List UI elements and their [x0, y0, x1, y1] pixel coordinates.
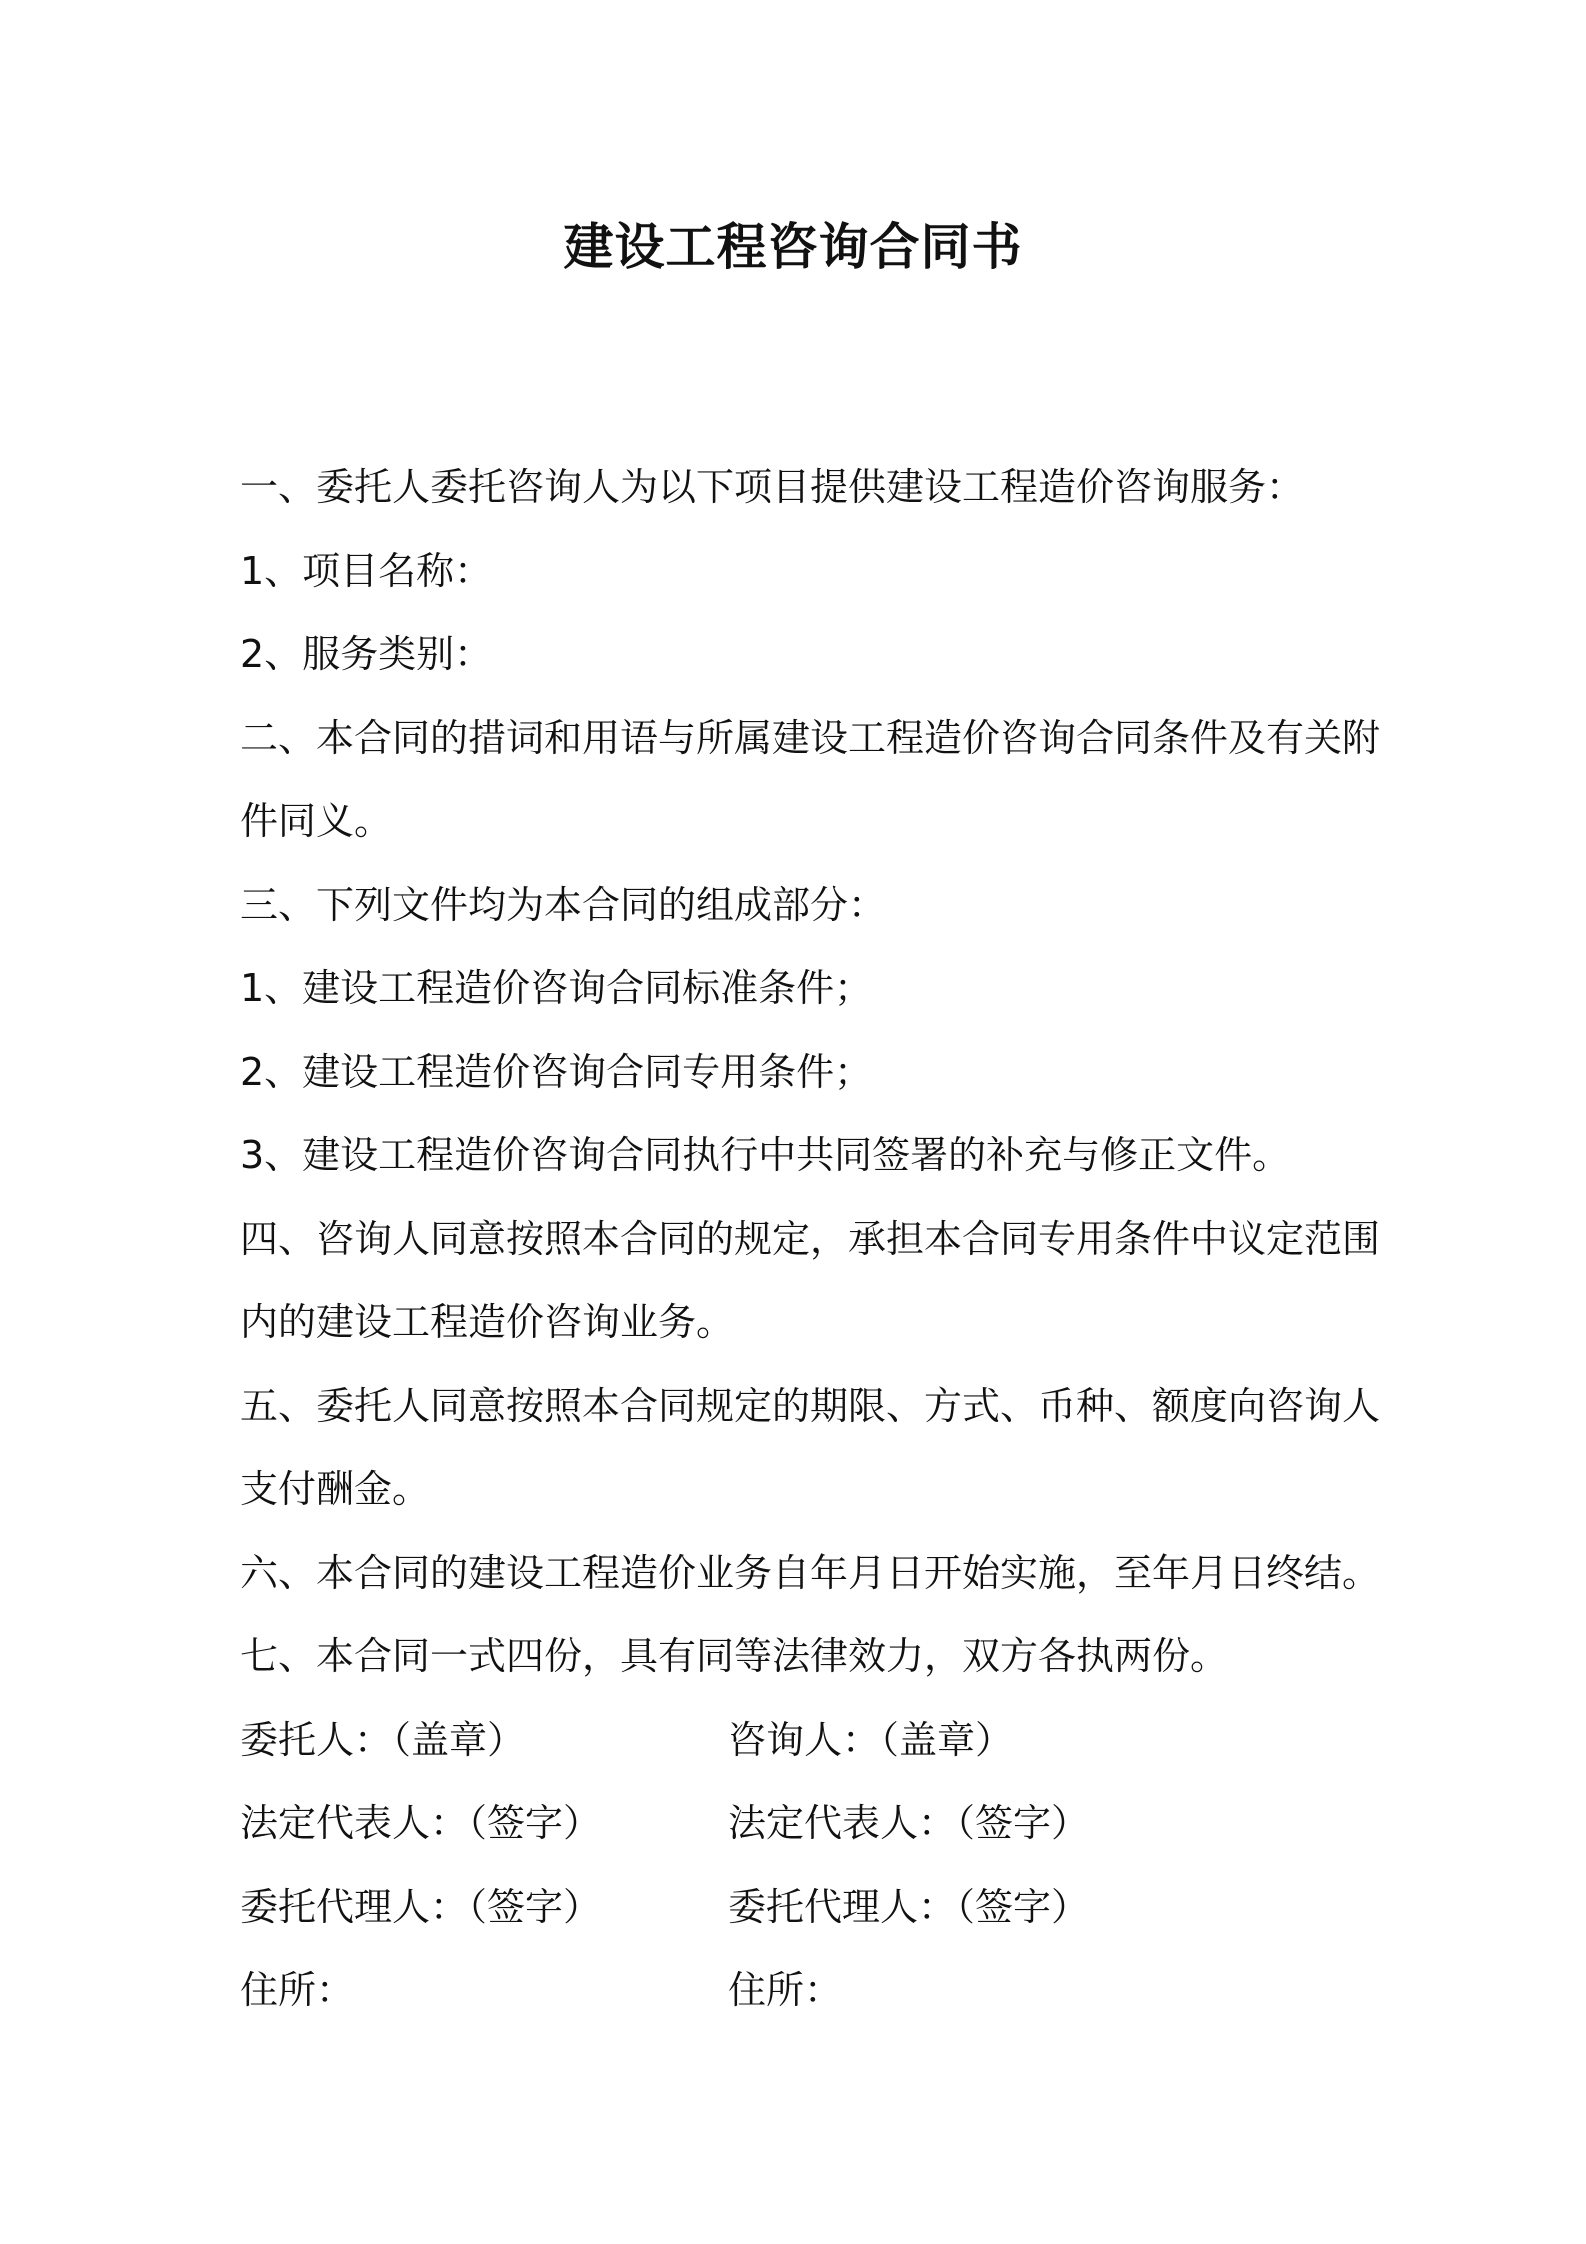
signature-row-seal [240, 1699, 1360, 1783]
clause-3-intro: 三、下列文件均为本合同的组成部分： [240, 882, 887, 927]
signature-row-agent [240, 1866, 1360, 1950]
signature-row-address [240, 1949, 1360, 2033]
clause-4-line-2: 内的建设工程造价咨询业务。 [240, 1300, 735, 1344]
client-seal-label: 委托人：（盖章） [240, 1717, 526, 1762]
document-body [240, 446, 1381, 2033]
clause-3-item-1: 1、建设工程造价咨询合同标准条件； [240, 966, 873, 1010]
clause-3-item-3: 3、建设工程造价咨询合同执行中共同签署的补充与修正文件。 [240, 1133, 1291, 1177]
clause-2-line-2: 件同义。 [240, 799, 393, 843]
clause-1-project-name: 1、项目名称： [240, 548, 493, 593]
clause-6: 六、本合同的建设工程造价业务自年月日开始实施，至年月日终结。 [240, 1550, 1381, 1595]
signature-row-legal-rep [240, 1782, 1360, 1866]
consultant-agent-label: 委托代理人：（签字） [728, 1884, 1090, 1929]
consultant-seal-label: 咨询人：（盖章） [728, 1717, 1014, 1762]
clause-2-line-1: 二、本合同的措词和用语与所属建设工程造价咨询合同条件及有关附 [240, 715, 1381, 760]
client-legal-rep-label: 法定代表人：（签字） [240, 1801, 602, 1845]
clause-1-intro: 一、委托人委托咨询人为以下项目提供建设工程造价咨询服务： [240, 465, 1305, 509]
consultant-legal-rep-label: 法定代表人：（签字） [728, 1801, 1090, 1845]
clause-3-item-2: 2、建设工程造价咨询合同专用条件； [240, 1049, 873, 1094]
clause-1-service-type: 2、服务类别： [240, 632, 493, 676]
client-address-label: 住所： [240, 1968, 355, 2012]
document-title: 建设工程咨询合同书 [563, 218, 1023, 276]
consultant-address-label: 住所： [728, 1968, 843, 2012]
clause-4-line-1: 四、咨询人同意按照本合同的规定，承担本合同专用条件中议定范围 [240, 1216, 1381, 1261]
client-agent-label: 委托代理人：（签字） [240, 1884, 602, 1929]
clause-5-line-2: 支付酬金。 [240, 1467, 431, 1511]
clause-5-line-1: 五、委托人同意按照本合同规定的期限、方式、币种、额度向咨询人 [240, 1383, 1381, 1428]
clause-7: 七、本合同一式四份，具有同等法律效力，双方各执两份。 [240, 1634, 1229, 1678]
